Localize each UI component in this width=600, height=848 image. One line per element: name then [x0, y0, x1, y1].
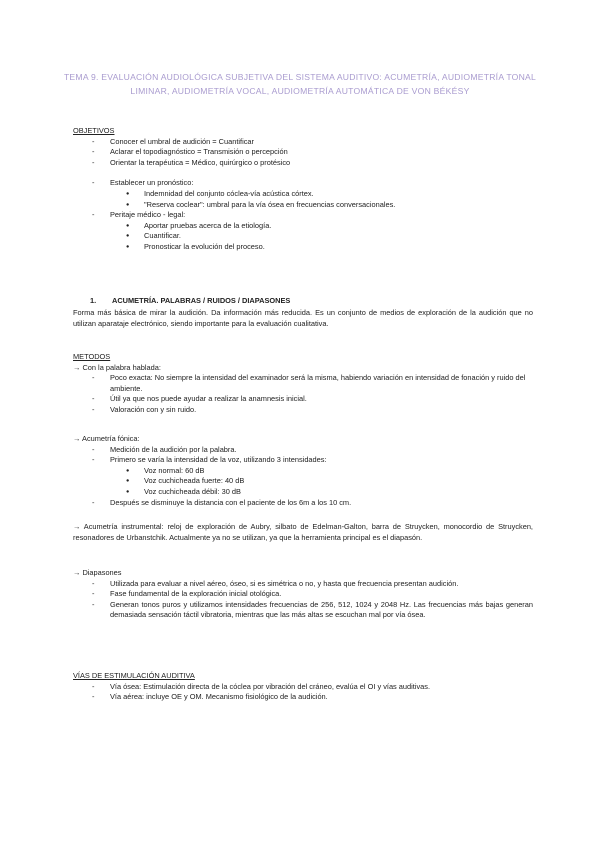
- section-title: ACUMETRÍA. PALABRAS / RUIDOS / DIAPASONES: [112, 296, 291, 305]
- list-item: - Poco exacta: No siempre la intensidad del examinador será la misma, habiendo variación en intensidad de fonación y ruido del ambiente.: [73, 373, 533, 394]
- method-label: → Diapasones: [73, 568, 122, 577]
- list-item: - Vía ósea: Estimulación directa de la cóclea por vibración del cráneo, evalúa el OI y vías auditivas.: [73, 682, 533, 693]
- list-item: - Conocer el umbral de audición = Cuantificar: [73, 137, 533, 148]
- bullet-item: ● Aportar pruebas acerca de la etiología.: [73, 221, 533, 232]
- instrumental-paragraph: → Acumetría instrumental: reloj de exploración de Aubry, silbato de Edelman-Galton, barra de Struycken, monocordio de Struycken, resonadores de Urbanstchik. Actualmente ya no se utilizan, ya que la herramienta principal es el diapasón.: [73, 522, 533, 542]
- list-item: - Orientar la terapéutica = Médico, quirúrgico o protésico: [73, 158, 533, 169]
- methods-section: [73, 352, 533, 416]
- bullet-item: ● Pronosticar la evolución del proceso.: [73, 242, 533, 253]
- list-item: - Peritaje médico - legal:: [73, 210, 533, 221]
- objectives-heading: OBJETIVOS: [73, 126, 115, 135]
- list-item: - Medición de la audición por la palabra.: [73, 445, 533, 456]
- method-label: → Con la palabra hablada:: [73, 362, 161, 372]
- fonica-section: [73, 434, 533, 508]
- section-heading: [73, 296, 533, 307]
- bullet-item: ● Indemnidad del conjunto cóclea-vía acústica córtex.: [73, 189, 533, 200]
- list-item: - Aclarar el topodiagnóstico = Transmisión o percepción: [73, 147, 533, 158]
- bullet-item: ● Cuantificar.: [73, 231, 533, 242]
- list-item: - Fase fundamental de la exploración inicial otológica.: [73, 589, 533, 600]
- methods-heading: METODOS: [73, 352, 111, 361]
- list-item: - Establecer un pronóstico:: [73, 178, 533, 189]
- method-label: → Acumetría fónica:: [73, 434, 140, 443]
- list-item: - Vía aérea: incluye OE y OM. Mecanismo fisiológico de la audición.: [73, 692, 533, 703]
- section-acumetria: [73, 296, 533, 307]
- bullet-item: ● Voz normal: 60 dB: [73, 466, 533, 477]
- routes-heading: VÍAS DE ESTIMULACIÓN AUDITIVA: [73, 671, 195, 680]
- section-number: 1.: [90, 296, 97, 305]
- list-item: - Utilizada para evaluar a nivel aéreo, óseo, si es simétrica o no, y hasta que frecuencia presentan audición.: [73, 579, 533, 590]
- list-item: - Valoración con y sin ruido.: [73, 405, 533, 416]
- list-item: - Después se disminuye la distancia con el paciente de los 6m a los 10 cm.: [73, 498, 533, 509]
- objectives-section: [73, 126, 533, 253]
- section-intro: Forma más básica de mirar la audición. Da información más reducida. Es un conjunto de medios de exploración de la audición que no utilizan aparataje electrónico, siendo importante para la evaluación cualitativa.: [73, 308, 533, 328]
- list-item: - Primero se varía la intensidad de la voz, utilizando 3 intensidades:: [73, 455, 533, 466]
- bullet-item: ● Voz cuchicheada fuerte: 40 dB: [73, 476, 533, 487]
- bullet-item: ● "Reserva coclear": umbral para la vía ósea en frecuencias conversacionales.: [73, 200, 533, 211]
- routes-section: [73, 671, 533, 703]
- diapasones-section: [73, 568, 533, 621]
- bullet-item: ● Voz cuchicheada débil: 30 dB: [73, 487, 533, 498]
- document-title: TEMA 9. EVALUACIÓN AUDIOLÓGICA SUBJETIVA DEL SISTEMA AUDITIVO: ACUMETRÍA, AUDIOMETRÍA TONAL LIMINAR, AUDIOMETRÍA VOCAL, AUDIOMETRÍA AUTOMÁTICA DE VON BÉKÉSY: [63, 72, 537, 96]
- list-item: - Útil ya que nos puede ayudar a realizar la anamnesis inicial.: [73, 394, 533, 405]
- list-item: - Generan tonos puros y utilizamos intensidades frecuencias de 256, 512, 1024 y 2048 Hz. Las frecuencias más bajas generan demasiada sensación táctil vibratoria, mientras que las más altas se escuchan mal por vía ósea.: [73, 600, 533, 621]
